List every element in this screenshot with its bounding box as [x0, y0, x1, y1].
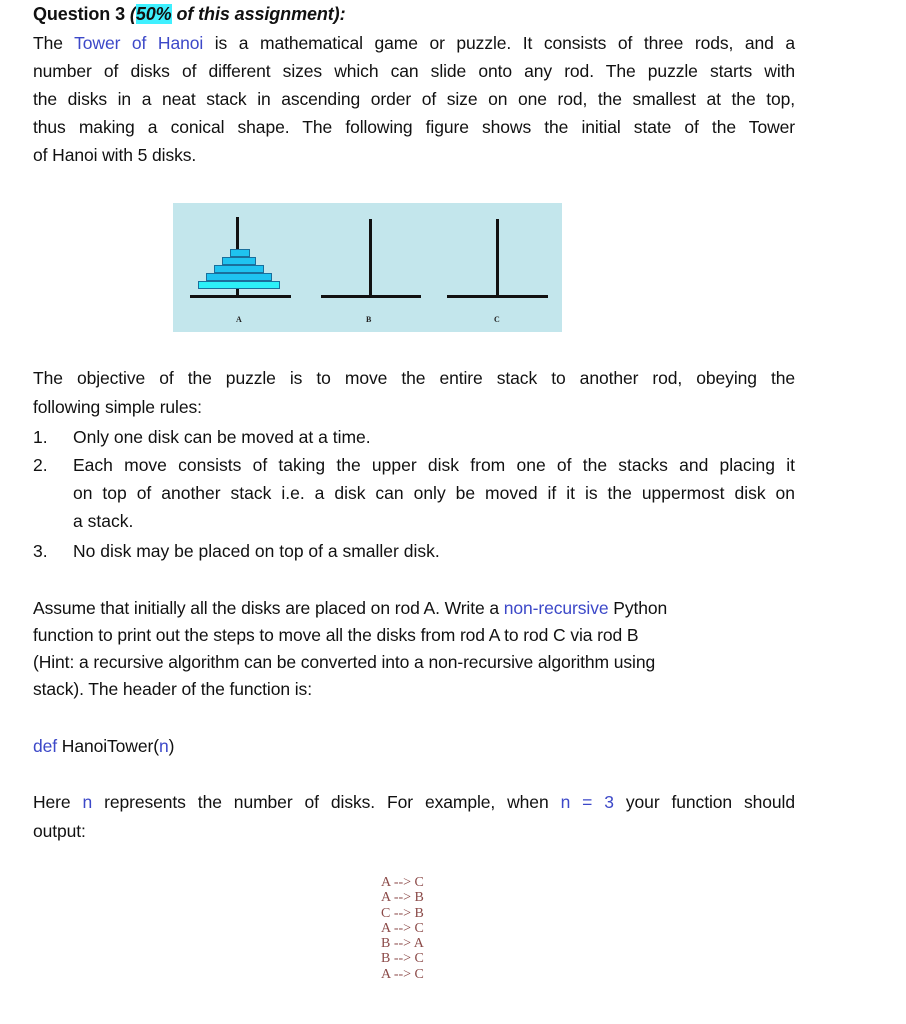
var-n: n: [82, 792, 93, 812]
question-label: Question 3: [33, 4, 130, 24]
tower-of-hanoi-figure: [173, 203, 562, 332]
tower-of-hanoi-link[interactable]: Tower of Hanoi: [74, 33, 204, 53]
intro-line-1: [33, 33, 795, 54]
function-signature: [33, 736, 174, 757]
rod-label-b: B: [366, 315, 372, 324]
rule-2-line-2: on top of another stack i.e. a disk can only be moved if it is the uppermost disk on: [73, 483, 795, 503]
intro-line-3: the disks in a neat stack in ascending order of size on one rod, the smallest at the top,: [33, 89, 795, 109]
intro-text: The: [33, 33, 75, 53]
rod-label-c: C: [494, 315, 500, 324]
weight-highlight: 50%: [135, 4, 172, 24]
close-paren: ): [168, 736, 175, 756]
rule-3-text: No disk may be placed on top of a smaller disk.: [73, 541, 440, 561]
question-title: [33, 4, 345, 25]
rule-1-text: Only one disk can be moved at a time.: [73, 427, 371, 447]
rod-c: [496, 219, 499, 297]
objective-line-1: The objective of the puzzle is to move the entire stack to another rod, obeying the: [33, 368, 795, 388]
task-text: Python: [608, 598, 668, 618]
weight-rest: of this assignment):: [171, 4, 346, 24]
function-name: HanoiTower(: [57, 736, 159, 756]
base-b: [321, 295, 421, 298]
output-line: A --> B: [381, 890, 424, 906]
rule-1-number: 1.: [33, 427, 48, 447]
example-text: represents the number of disks. For example, when: [92, 792, 561, 812]
disk-5: [198, 281, 280, 289]
n-equals-3: n = 3: [560, 792, 614, 812]
non-recursive-link[interactable]: non-recursive: [503, 598, 609, 618]
intro-line-5: of Hanoi with 5 disks.: [33, 145, 197, 165]
param-n: n: [158, 736, 169, 756]
rod-label-a: A: [236, 315, 242, 324]
base-c: [447, 295, 548, 298]
weight-open: (: [129, 4, 136, 24]
sample-output: [381, 875, 424, 982]
example-text: Here: [33, 792, 83, 812]
example-text: your function should: [613, 792, 795, 812]
base-a: [190, 295, 291, 298]
disk-2: [222, 257, 256, 265]
rule-2-line-3: a stack.: [73, 511, 134, 531]
disk-3: [214, 265, 264, 273]
intro-text: is a mathematical game or puzzle. It consists of three rods, and a: [203, 33, 795, 53]
task-line-1: [33, 598, 667, 619]
output-line: A --> C: [381, 875, 424, 890]
output-line: A --> C: [381, 920, 424, 936]
task-line-2: function to print out the steps to move all the disks from rod A to rod C via rod B: [33, 625, 639, 645]
output-line: A --> C: [381, 966, 424, 982]
intro-line-4: thus making a conical shape. The following figure shows the initial state of the Tower: [33, 117, 795, 137]
rule-3-number: 3.: [33, 541, 48, 561]
output-line: B --> A: [381, 936, 424, 952]
output-line: C --> B: [381, 905, 424, 921]
def-keyword: def: [33, 736, 58, 756]
example-line-2: output:: [33, 821, 86, 841]
disk-4: [206, 273, 272, 281]
output-line: B --> C: [381, 951, 424, 967]
objective-line-2: following simple rules:: [33, 397, 202, 417]
rod-b: [369, 219, 372, 297]
intro-line-2: number of disks of different sizes which can slide onto any rod. The puzzle starts with: [33, 61, 795, 81]
example-line-1: [33, 792, 795, 813]
rule-2-line-1: Each move consists of taking the upper disk from one of the stacks and placing it: [73, 455, 795, 475]
task-line-3: (Hint: a recursive algorithm can be converted into a non-recursive algorithm using: [33, 652, 656, 672]
disk-1: [230, 249, 250, 257]
task-line-4: stack). The header of the function is:: [33, 679, 312, 699]
task-text: Assume that initially all the disks are placed on rod A. Write a: [33, 598, 504, 618]
rule-2-number: 2.: [33, 455, 48, 475]
